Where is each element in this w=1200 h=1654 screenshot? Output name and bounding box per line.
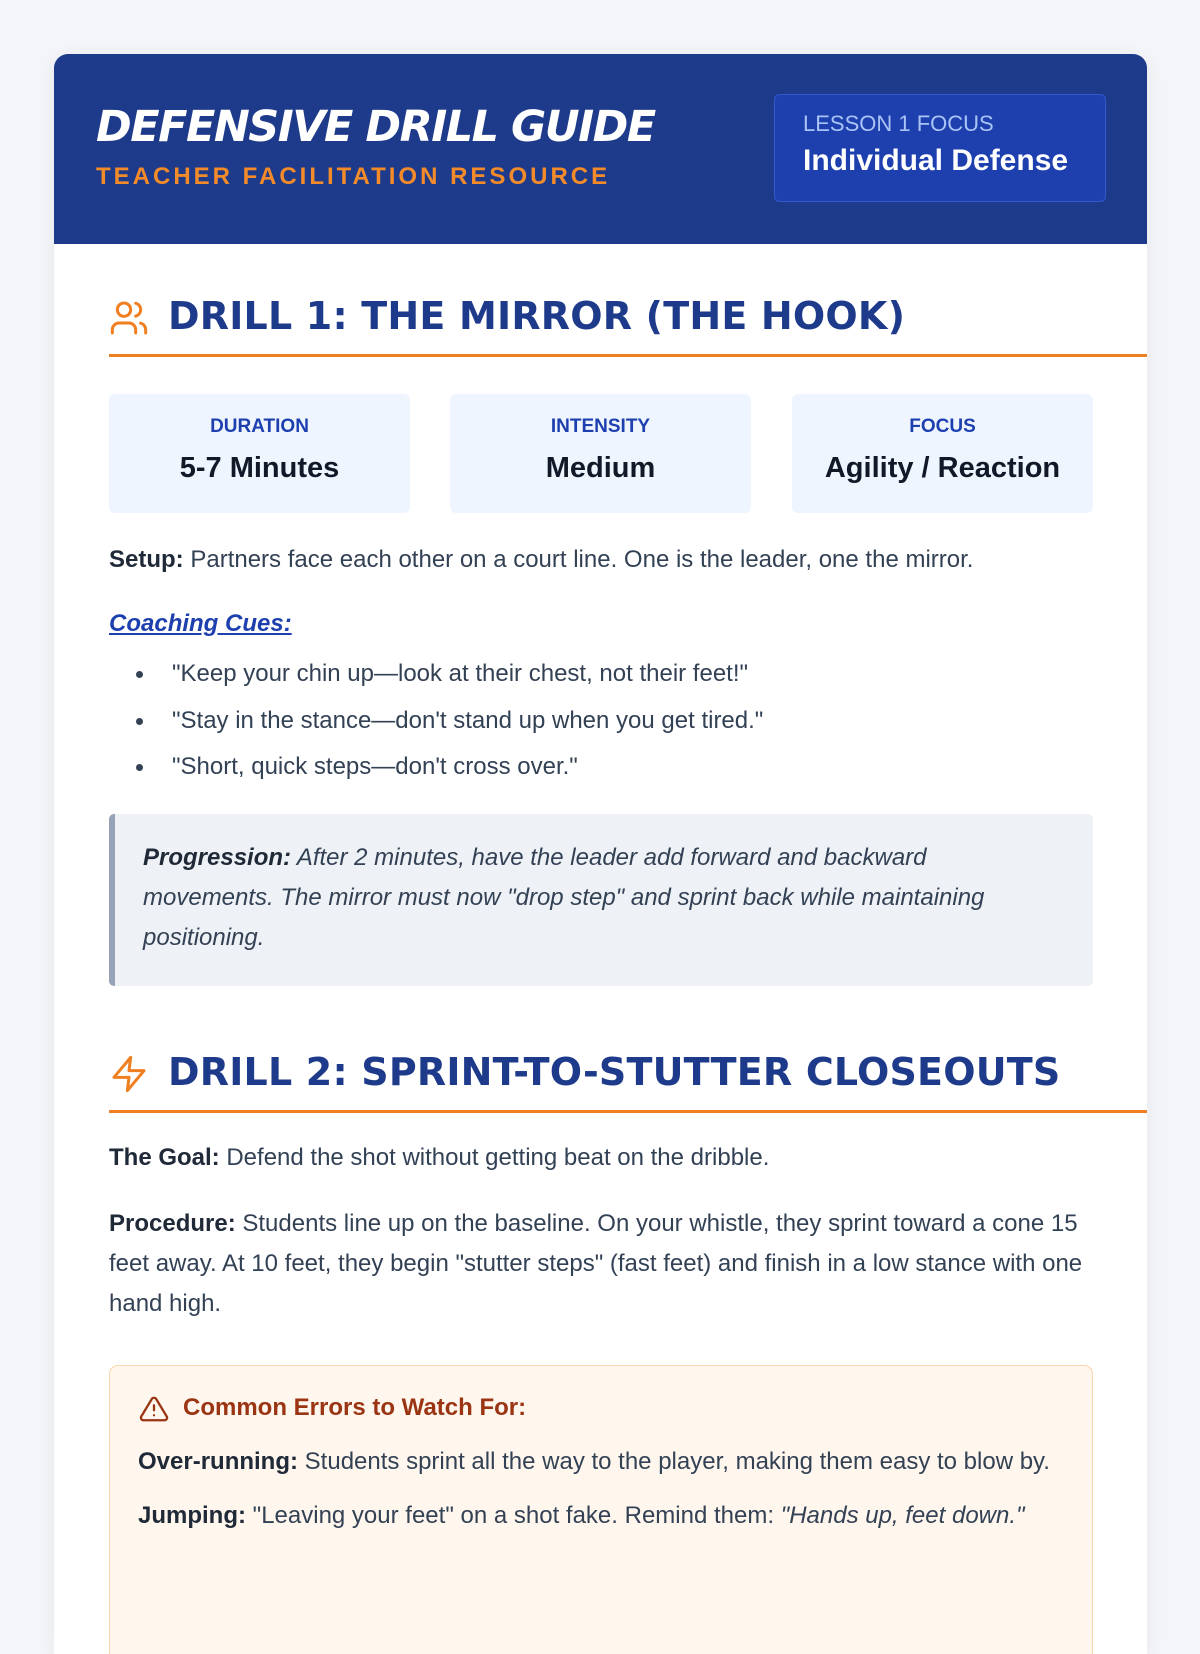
error-quote: "Hands up, feet down." [780, 1502, 1025, 1529]
list-item: "Stay in the stance—don't stand up when you get tired." [109, 701, 763, 748]
drill-2-title: DRILL 2: SPRINT-TO-STUTTER CLOSEOUTS [168, 1050, 1061, 1094]
coaching-cues-list [109, 654, 763, 794]
lesson-focus-value: Individual Defense [803, 144, 1069, 177]
drill-1-setup [109, 540, 1099, 580]
error-text: "Leaving your feet" on a shot fake. Remind them: [246, 1502, 781, 1529]
list-item: "Short, quick steps—don't cross over." [109, 747, 763, 794]
drill-2-goal [109, 1138, 1099, 1178]
progression-text: After 2 minutes, have the leader add forward and backward movements. The mirror must now "drop step" and sprint back while maintaining positioning. [143, 844, 985, 951]
users-icon [109, 298, 149, 338]
error-label: Over-running: [138, 1448, 298, 1475]
stat-label: DURATION [210, 416, 309, 437]
stat-label: FOCUS [909, 416, 976, 437]
page-title: DEFENSIVE DRILL GUIDE [96, 102, 655, 152]
progression-label: Progression: [143, 844, 292, 871]
stat-intensity [450, 394, 751, 513]
drill-1-stats [109, 394, 1093, 514]
goal-text: Defend the shot without getting beat on the dribble. [219, 1144, 770, 1171]
common-errors-callout [109, 1365, 1093, 1654]
stat-focus [792, 394, 1093, 513]
setup-label: Setup: [109, 546, 184, 573]
goal-label: The Goal: [109, 1144, 220, 1171]
stat-value: Medium [545, 452, 656, 484]
stat-value: 5-7 Minutes [179, 452, 340, 484]
lesson-focus-label: LESSON 1 FOCUS [803, 111, 994, 136]
error-text: Students sprint all the way to the player, making them easy to blow by. [298, 1448, 1050, 1475]
page-subtitle: TEACHER FACILITATION RESOURCE [96, 163, 611, 190]
stat-value: Agility / Reaction [824, 452, 1061, 484]
procedure-label: Procedure: [109, 1210, 236, 1237]
warning-icon [138, 1394, 170, 1424]
error-item-jumping [138, 1496, 1064, 1536]
common-errors-title: Common Errors to Watch For: [183, 1394, 527, 1421]
drill-2-procedure [109, 1204, 1099, 1324]
drill-2-heading [109, 1050, 1147, 1113]
error-item-overrunning [138, 1442, 1064, 1482]
setup-text: Partners face each other on a court line. One is the leader, one the mirror. [183, 546, 974, 573]
header-banner [54, 54, 1147, 244]
drill-guide-card [54, 54, 1147, 1654]
stat-duration [109, 394, 410, 513]
drill-1-title: DRILL 1: THE MIRROR (THE HOOK) [168, 294, 906, 338]
common-errors-heading [138, 1392, 1064, 1428]
progression-callout [109, 814, 1093, 986]
stat-label: INTENSITY [550, 416, 651, 437]
error-label: Jumping: [138, 1502, 246, 1529]
coaching-cues-heading: Coaching Cues: [109, 610, 292, 637]
lightning-icon [109, 1054, 149, 1094]
lesson-focus-badge [774, 94, 1106, 202]
drill-1-heading [109, 294, 1147, 357]
list-item: "Keep your chin up—look at their chest, not their feet!" [109, 654, 763, 701]
procedure-text: Students line up on the baseline. On your whistle, they sprint toward a cone 15 feet away. At 10 feet, they begin "stutter steps" (fast feet) and finish in a low stance with one hand high. [109, 1210, 1083, 1317]
